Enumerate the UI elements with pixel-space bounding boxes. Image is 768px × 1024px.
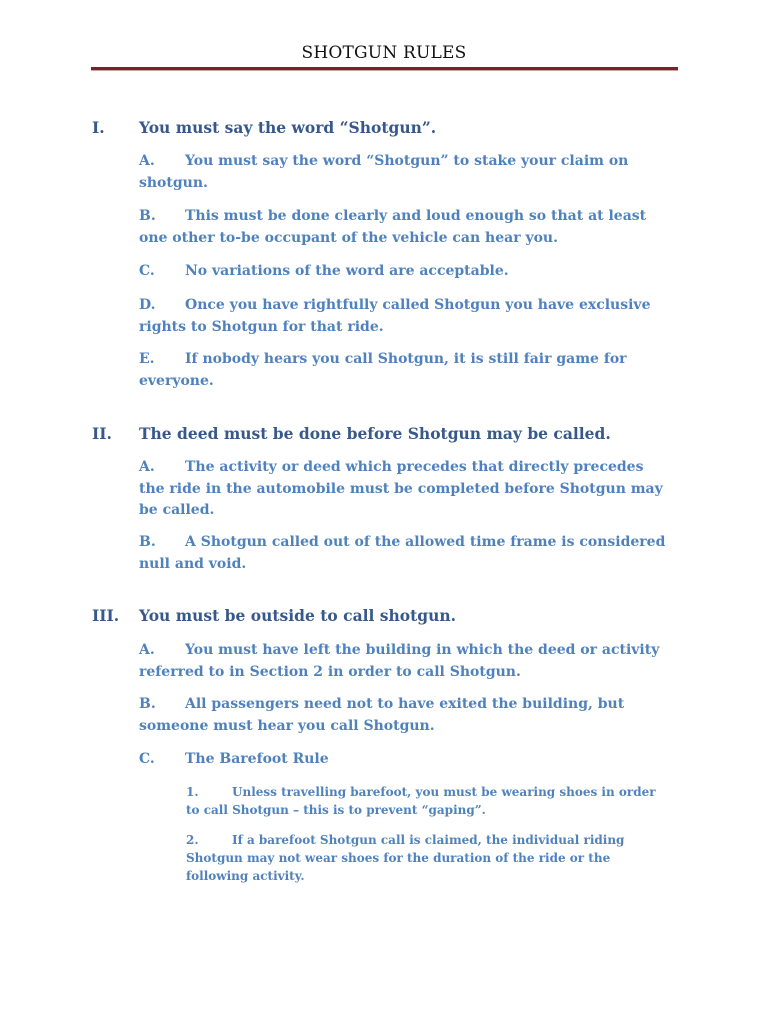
- subitem-number: 2.: [186, 833, 199, 847]
- section-heading: [92, 118, 436, 137]
- item-letter: D.: [139, 297, 156, 313]
- section-numeral: I.: [92, 118, 105, 137]
- item-text: This must be done clearly and loud enough so that at least one other to-be occupant of the vehicle can hear you.: [139, 208, 647, 246]
- rule-item: [139, 295, 669, 338]
- rule-item: [139, 206, 669, 249]
- section-numeral: II.: [92, 424, 112, 443]
- item-text: You must have left the building in which the deed or activity referred to in Section 2 in order to call Shotgun.: [139, 642, 660, 680]
- subitem-text: Unless travelling barefoot, you must be wearing shoes in order to call Shotgun – this is to prevent “gaping”.: [186, 785, 656, 817]
- item-letter: B.: [139, 534, 156, 550]
- page-title: SHOTGUN RULES: [301, 43, 467, 63]
- item-text: No variations of the word are acceptable.: [185, 263, 509, 279]
- section-numeral: III.: [92, 606, 120, 625]
- rule-item: [139, 694, 669, 737]
- item-letter: A.: [139, 459, 155, 475]
- item-text: Once you have rightfully called Shotgun you have exclusive rights to Shotgun for that ride.: [139, 297, 651, 335]
- rule-item: [139, 749, 669, 771]
- item-letter: C.: [139, 263, 155, 279]
- rule-item: [139, 151, 669, 194]
- item-text: The Barefoot Rule: [185, 751, 329, 767]
- item-text: All passengers need not to have exited the building, but someone must hear you call Shotgun.: [139, 696, 625, 734]
- rule-item: [139, 640, 669, 683]
- item-text: You must say the word “Shotgun” to stake your claim on shotgun.: [139, 153, 629, 191]
- item-letter: E.: [139, 351, 155, 367]
- sub-rule-item: [186, 831, 668, 885]
- item-letter: B.: [139, 696, 156, 712]
- item-text: The activity or deed which precedes that directly precedes the ride in the automobile must be completed before Shotgun may be called.: [139, 459, 663, 518]
- item-letter: A.: [139, 153, 155, 169]
- section-title: The deed must be done before Shotgun may be called.: [139, 424, 611, 443]
- rule-item: [139, 457, 669, 522]
- item-letter: C.: [139, 751, 155, 767]
- title-divider: [91, 67, 678, 71]
- item-text: A Shotgun called out of the allowed time frame is considered null and void.: [139, 534, 666, 572]
- item-text: If nobody hears you call Shotgun, it is still fair game for everyone.: [139, 351, 627, 389]
- section-title: You must be outside to call shotgun.: [139, 606, 457, 625]
- section-heading: [92, 424, 611, 443]
- rule-item: [139, 349, 669, 392]
- section-title: You must say the word “Shotgun”.: [139, 118, 437, 137]
- subitem-number: 1.: [186, 785, 199, 799]
- item-letter: A.: [139, 642, 155, 658]
- rule-item: [139, 261, 669, 283]
- section-heading: [92, 606, 456, 625]
- sub-rule-item: [186, 783, 668, 819]
- subitem-text: If a barefoot Shotgun call is claimed, the individual riding Shotgun may not wear shoes for the duration of the ride or the following activity.: [186, 833, 625, 883]
- item-letter: B.: [139, 208, 156, 224]
- rule-item: [139, 532, 669, 575]
